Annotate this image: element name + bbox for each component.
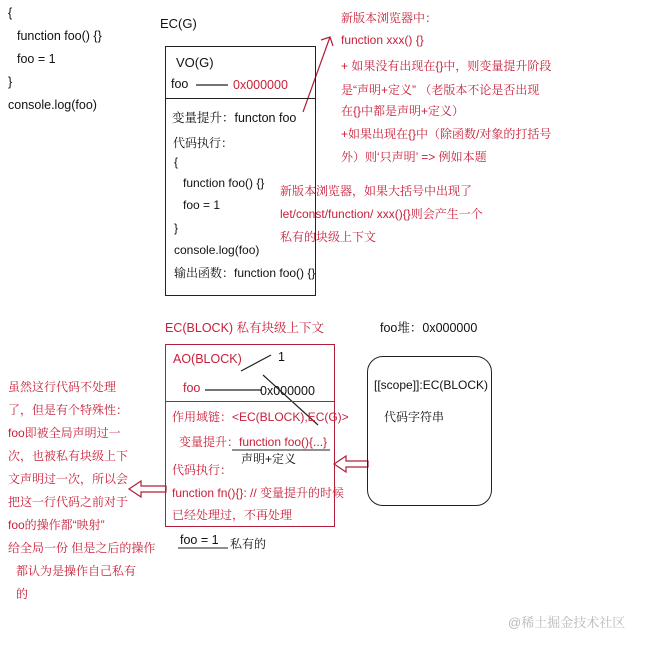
code-line: console.log(foo) [8,98,97,112]
note-line: 在{}中都是声明+定义） [341,104,465,118]
ec-g-hoisting: 变量提升：functon foo [172,111,297,125]
private-label: 私有的 [230,537,267,551]
note-line: 虽然这行代码不处理 [8,380,117,394]
note-line: 外）则‘只声明’ => 例如本题 [341,150,487,164]
note-line: + 如果没有出现在{}中，则变量提升阶段 [341,59,552,73]
note-line: 是“声明+定义” （老版本不论是否出现 [341,83,540,97]
ec-block-exec-title: 代码执行： [172,463,233,477]
ec-g-title: EC(G) [160,16,197,31]
note-line: 的 [16,587,29,601]
ec-g-exec-title: 代码执行： [173,136,234,150]
code-line: foo = 1 [17,52,56,66]
note-line: let/const/function/ xxx(){}则会产生一个 [280,207,483,221]
heap-scope: [[scope]]:EC(BLOCK) [374,378,489,392]
note-line: 文声明过一次，所以会 [8,472,129,486]
code-line: function foo() {} [17,29,102,43]
vo-g-foo-label: foo [171,77,189,91]
ec-g-exec-line: function foo() {} [183,176,265,190]
ao-one-value: 1 [278,350,285,364]
heap-code: 代码字符串 [384,410,445,424]
ec-block-exec-line: 已经处理过，不再处理 [172,508,293,522]
block-to-note-arrow [129,481,166,497]
note-line: 新版本浏览器，如果大括号中出现了 [280,184,473,198]
note-line: 新版本浏览器中： [341,11,438,25]
heap-to-block-arrow [334,456,368,472]
foo-assign: foo = 1 [180,533,219,547]
note-line: 给全局一份 但是之后的操作 [8,541,156,555]
ec-g-exec-line: console.log(foo) [174,243,260,257]
note-line: 私有的块级上下文 [280,230,377,244]
scope-chain: 作用域链：<EC(BLOCK),EC(G)> [172,410,349,424]
ec-g-exec-line: { [174,155,179,169]
note-line: foo的操作都“映射” [8,518,105,532]
code-line: { [8,6,13,20]
vo-g-title: VO(G) [176,55,214,70]
ec-g-output: 输出函数：function foo() {} [174,266,316,280]
ao-block-title: AO(BLOCK) [173,352,242,366]
ec-block-hoisting: 变量提升：function foo(){...} [179,435,328,449]
ec-g-exec-line: } [174,221,179,235]
ec-block-title: EC(BLOCK) 私有块级上下文 [165,321,325,335]
ao-foo-label: foo [183,381,201,395]
note-line: +如果出现在{}中（除函数/对象的打括号 [341,127,552,141]
note-line: 次，也被私有块级上下 [8,449,129,463]
code-line: } [8,75,13,89]
ec-block-exec-line: function fn(){}: // 变量提升的时候 [172,486,345,500]
heap-title: foo堆：0x000000 [380,321,478,335]
note-line: function xxx() {} [341,33,424,47]
ao-foo-address: 0x000000 [260,384,315,398]
note-line: 都认为是操作自己私有 [16,564,137,578]
ec-g-exec-line: foo = 1 [183,198,221,212]
note-line: 了，但是有个特殊性： [8,403,129,417]
decl-def-label: 声明+定义 [241,452,297,466]
note-line: foo即被全局声明过一 [8,426,121,440]
watermark: @稀土掘金技术社区 [508,615,626,630]
vo-g-foo-address: 0x000000 [233,78,288,92]
note-line: 把这一行代码之前对于 [8,495,129,509]
